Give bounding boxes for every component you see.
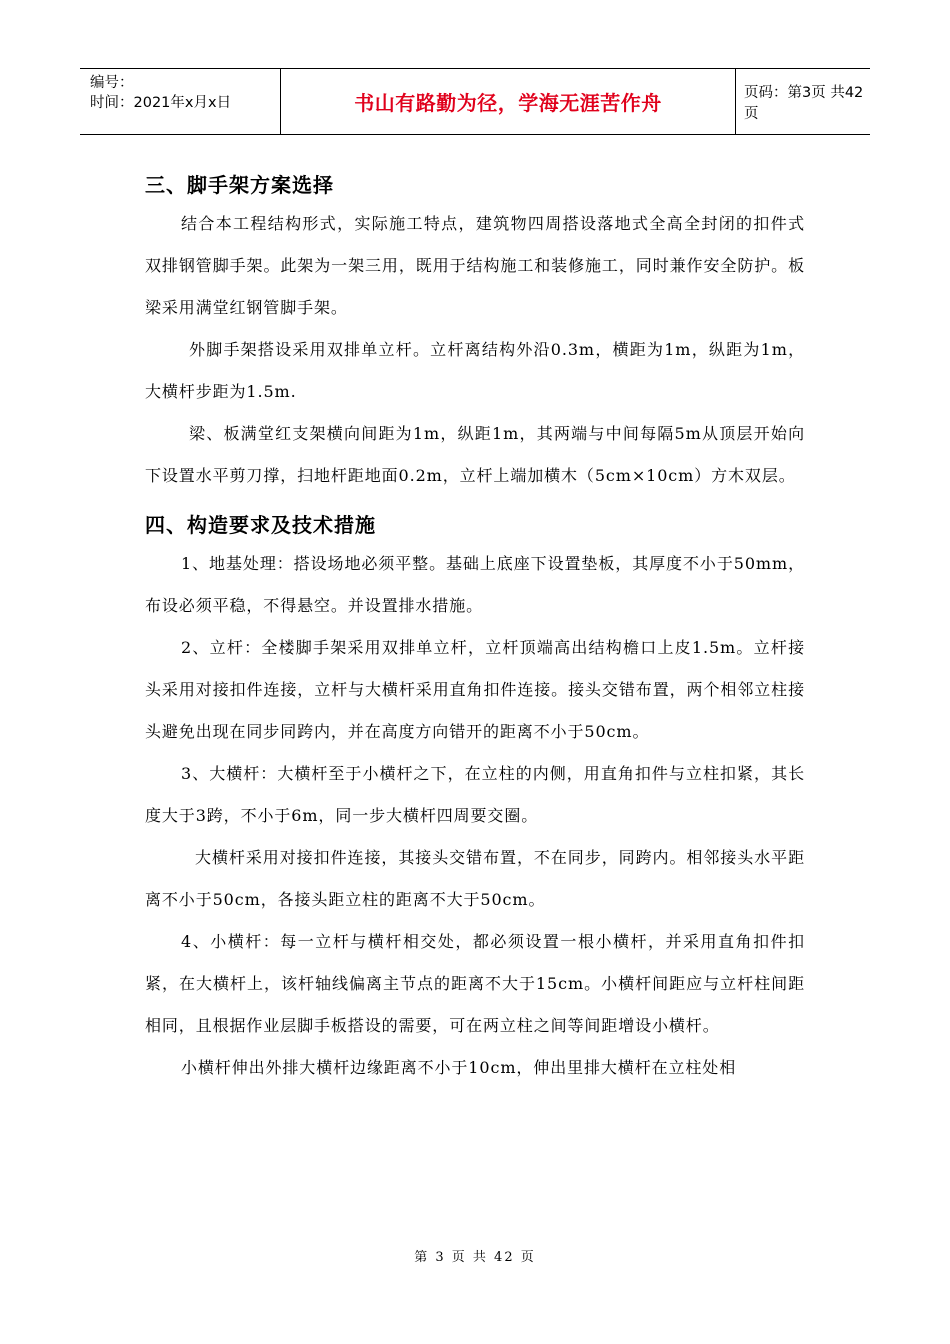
section-title-scaffold-scheme: 三、脚手架方案选择 xyxy=(145,173,334,197)
document-body xyxy=(145,167,805,1089)
header-motto: 书山有路勤为径，学海无涯苦作舟 xyxy=(281,69,736,134)
paragraph: 小横杆伸出外排大横杆边缘距离不小于10cm，伸出里排大横杆在立柱处相 xyxy=(181,1058,737,1077)
paragraph: 梁、板满堂红支架横向间距为1m，纵距1m，其两端与中间每隔5m从顶层开始向下设置水平剪刀撑，扫地杆距地面0.2m，立杆上端加横木（5cm×10cm）方木双层。 xyxy=(145,424,805,485)
paragraph: 3、大横杆：大横杆至于小横杆之下，在立柱的内侧，用直角扣件与立柱扣紧，其长度大于3跨，不小于6m，同一步大横杆四周要交圈。 xyxy=(145,764,805,825)
page-header-table xyxy=(80,68,870,135)
paragraph: 4、小横杆：每一立杆与横杆相交处，都必须设置一根小横杆，并采用直角扣件扣紧，在大横杆上，该杆轴线偏离主节点的距离不大于15cm。小横杆间距应与立杆柱间距相同，且根据作业层脚手板搭设的需要，可在两立柱之间等间距增设小横杆。 xyxy=(145,932,805,1035)
header-page-info: 页码：第3页 共42页 xyxy=(744,84,864,122)
document-date-label: 时间：2021年x月x日 xyxy=(90,95,232,111)
page-footer: 第 3 页 共 42 页 xyxy=(414,1250,536,1265)
section-title-construction-requirements: 四、构造要求及技术措施 xyxy=(145,513,376,537)
header-meta-cell xyxy=(80,69,281,134)
paragraph: 2、立杆：全楼脚手架采用双排单立杆，立杆顶端高出结构檐口上皮1.5m。立杆接头采用对接扣件连接，立杆与大横杆采用直角扣件连接。接头交错布置，两个相邻立柱接头避免出现在同步同跨内，并在高度方向错开的距离不小于50cm。 xyxy=(145,638,805,741)
paragraph: 大横杆采用对接扣件连接，其接头交错布置，不在同步，同跨内。相邻接头水平距离不小于50cm，各接头距立柱的距离不大于50cm。 xyxy=(145,848,805,909)
paragraph: 1、地基处理：搭设场地必须平整。基础上底座下设置垫板，其厚度不小于50mm，布设必须平稳，不得悬空。并设置排水措施。 xyxy=(145,554,805,615)
paragraph: 外脚手架搭设采用双排单立杆。立杆离结构外沿0.3m，横距为1m，纵距为1m，大横杆步距为1.5m. xyxy=(145,340,805,401)
document-number-label: 编号： xyxy=(90,75,134,91)
paragraph: 结合本工程结构形式，实际施工特点，建筑物四周搭设落地式全高全封闭的扣件式双排钢管脚手架。此架为一架三用，既用于结构施工和装修施工，同时兼作安全防护。板梁采用满堂红钢管脚手架。 xyxy=(145,214,805,317)
